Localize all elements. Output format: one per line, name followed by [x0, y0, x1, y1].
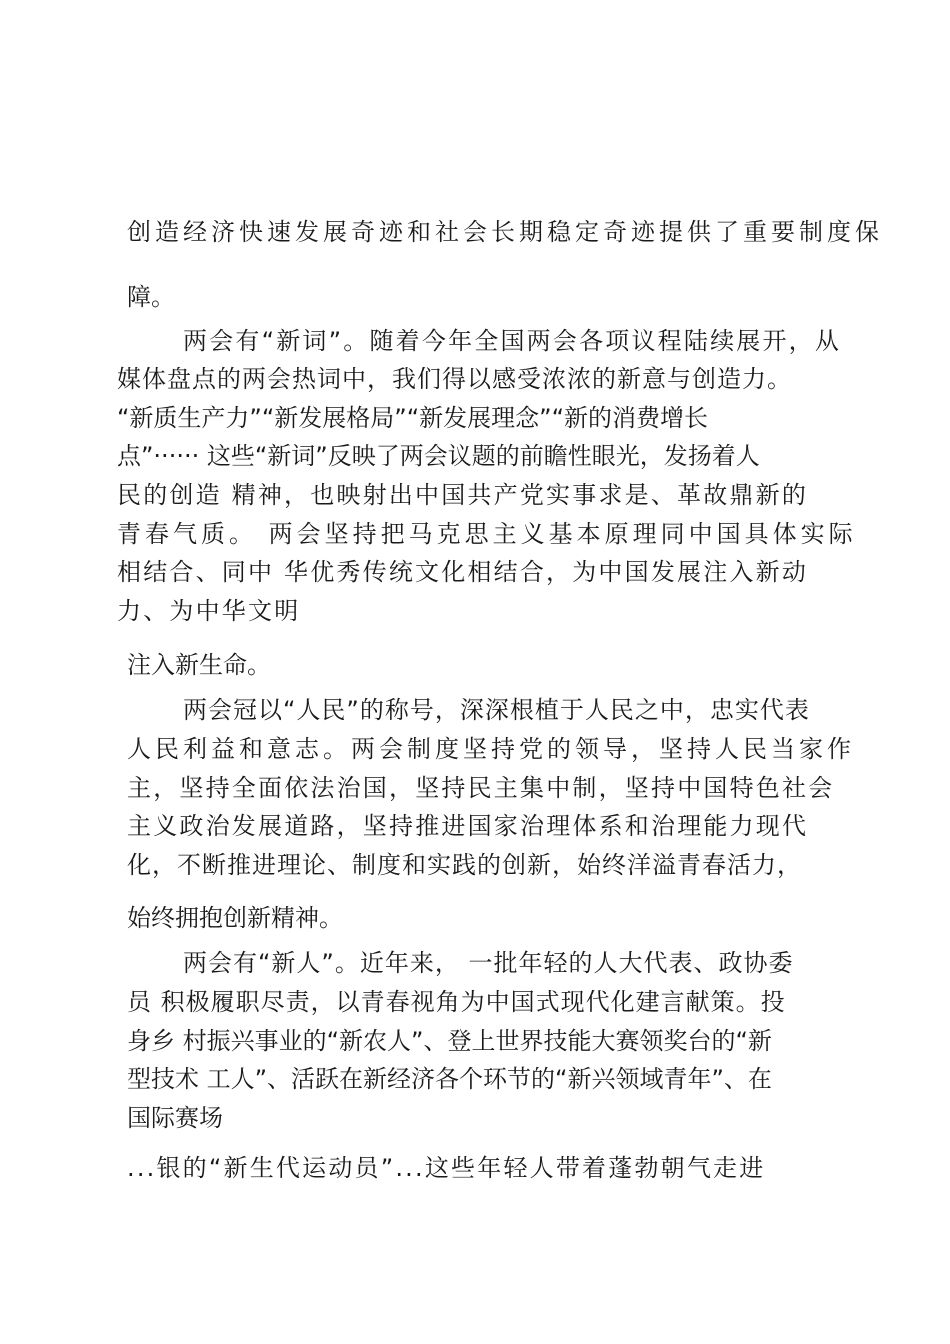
paragraph-line: 两会有“新人”。近年来， 一批年轻的人大代表、政协委	[183, 949, 794, 977]
paragraph-line: 青春气质。 两会坚持把马克思主义基本原理同中国具体实际	[117, 520, 857, 548]
paragraph-line: 两会有“新词”。随着今年全国两会各项议程陆续展开，从	[183, 327, 842, 355]
paragraph-line: 媒体盘点的两会热词中，我们得以感受浓浓的新意与创造力。	[117, 365, 792, 393]
paragraph-line: 型技术 工人”、活跃在新经济各个环节的“新兴领域青年”、在	[127, 1065, 772, 1093]
paragraph-line: 障。	[127, 283, 175, 311]
paragraph-line: 两会冠以“人民”的称号，深深根植于人民之中，忠实代表	[183, 696, 810, 724]
paragraph-line: 主义政治发展道路，坚持推进国家治理体系和治理能力现代	[127, 812, 809, 840]
paragraph-line: 力、为中华文明	[117, 597, 301, 625]
paragraph-line: 主，坚持全面依法治国，坚持民主集中制，坚持中国特色社会	[127, 774, 835, 802]
paragraph-line: 人民利益和意志。两会制度坚持党的领导，坚持人民当家作	[127, 735, 855, 763]
paragraph-line: 始终拥抱创新精神。	[127, 904, 343, 932]
paragraph-line: 点”······ 这些“新词”反映了两会议题的前瞻性眼光，发扬着人	[117, 442, 760, 470]
paragraph-line: 相结合、同中 华优秀传统文化相结合，为中国发展注入新动	[117, 558, 809, 586]
paragraph-line: ...银的“新生代运动员”...这些年轻人带着蓬勃朝气走进	[127, 1154, 766, 1182]
paragraph-line: 民的创造 精神，也映射出中国共产党实事求是、革故鼎新的	[117, 481, 809, 509]
paragraph-line: 注入新生命。	[127, 651, 271, 679]
paragraph-line: 创造经济快速发展奇迹和社会长期稳定奇迹提供了重要制度保	[127, 218, 883, 246]
paragraph-line: 国际赛场	[127, 1104, 223, 1132]
paragraph-line: 化，不断推进理论、制度和实践的创新，始终洋溢青春活力，	[127, 851, 802, 879]
paragraph-line: 员 积极履职尽责，以青春视角为中国式现代化建言献策。投	[127, 988, 786, 1016]
paragraph-line: “新质生产力”“新发展格局”“新发展理念”“新的消费增长	[117, 404, 709, 432]
paragraph-line: 身乡 村振兴事业的“新农人”、登上世界技能大赛领奖台的“新	[127, 1027, 772, 1055]
